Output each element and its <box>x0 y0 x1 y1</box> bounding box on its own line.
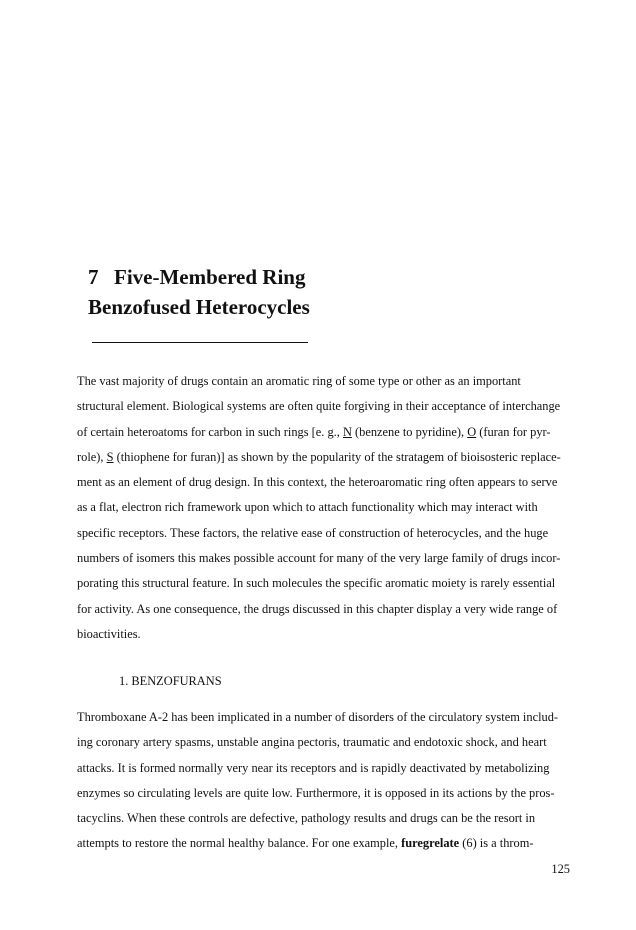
text-line: structural element. Biological systems are often quite forgiving in their acceptance of interchange <box>77 399 561 414</box>
text-line: specific receptors. These factors, the relative ease of construction of heterocycles, and the huge <box>77 525 549 540</box>
text-line: Thromboxane A-2 has been implicated in a number of disorders of the circulatory system includ- <box>77 710 559 724</box>
nitrogen-symbol: N <box>342 424 352 439</box>
text-line: attacks. It is formed normally very near its receptors and is rapidly deactivated by metabolizing <box>77 760 550 775</box>
benzofurans-paragraph <box>77 705 567 857</box>
text-line: role), S (thiophene for furan)] as shown by the popularity of the stratagem of bioisosteric replace- <box>77 449 561 464</box>
text-line: of certain heteroatoms for carbon in such rings [e. g., N (benzene to pyridine), O (furan for pyr- <box>77 424 551 439</box>
intro-paragraph <box>77 369 567 647</box>
page-number: 125 <box>551 862 570 876</box>
oxygen-symbol: O <box>467 424 477 439</box>
section-heading-benzofurans: 1. BENZOFURANS <box>119 674 222 688</box>
text-line: enzymes so circulating levels are quite low. Furthermore, it is opposed in its actions by the pros- <box>77 785 555 800</box>
text-line: for activity. As one consequence, the drugs discussed in this chapter display a very wide range of <box>77 601 558 616</box>
chapter-divider <box>92 342 308 343</box>
text-line: as a flat, electron rich framework upon which to attach functionality which may interact with <box>77 500 538 515</box>
chapter-title-line2: Benzofused Heterocycles <box>88 295 310 319</box>
sulfur-symbol: S <box>106 449 114 464</box>
text-line: porating this structural feature. In such molecules the specific aromatic moiety is rarely essential <box>77 576 556 591</box>
chapter-number: 7 <box>88 265 99 289</box>
text-line: attempts to restore the normal healthy balance. For one example, furegrelate (6) is a throm- <box>77 836 534 851</box>
text-line: ment as an element of drug design. In this context, the heteroaromatic ring often appears to serve <box>77 475 558 490</box>
text-line: ing coronary artery spasms, unstable angina pectoris, traumatic and endotoxic shock, and heart <box>77 735 547 750</box>
text-line: bioactivities. <box>77 626 141 641</box>
text-line: tacyclins. When these controls are defective, pathology results and drugs can be the resort in <box>77 811 536 826</box>
chapter-heading <box>88 262 310 322</box>
chapter-title-line1: Five-Membered Ring <box>114 265 306 289</box>
drug-name-furegrelate: furegrelate <box>401 836 460 851</box>
text-line: numbers of isomers this makes possible account for many of the very large family of drugs incor- <box>77 551 561 566</box>
text-line: The vast majority of drugs contain an aromatic ring of some type or other as an important <box>77 374 521 388</box>
